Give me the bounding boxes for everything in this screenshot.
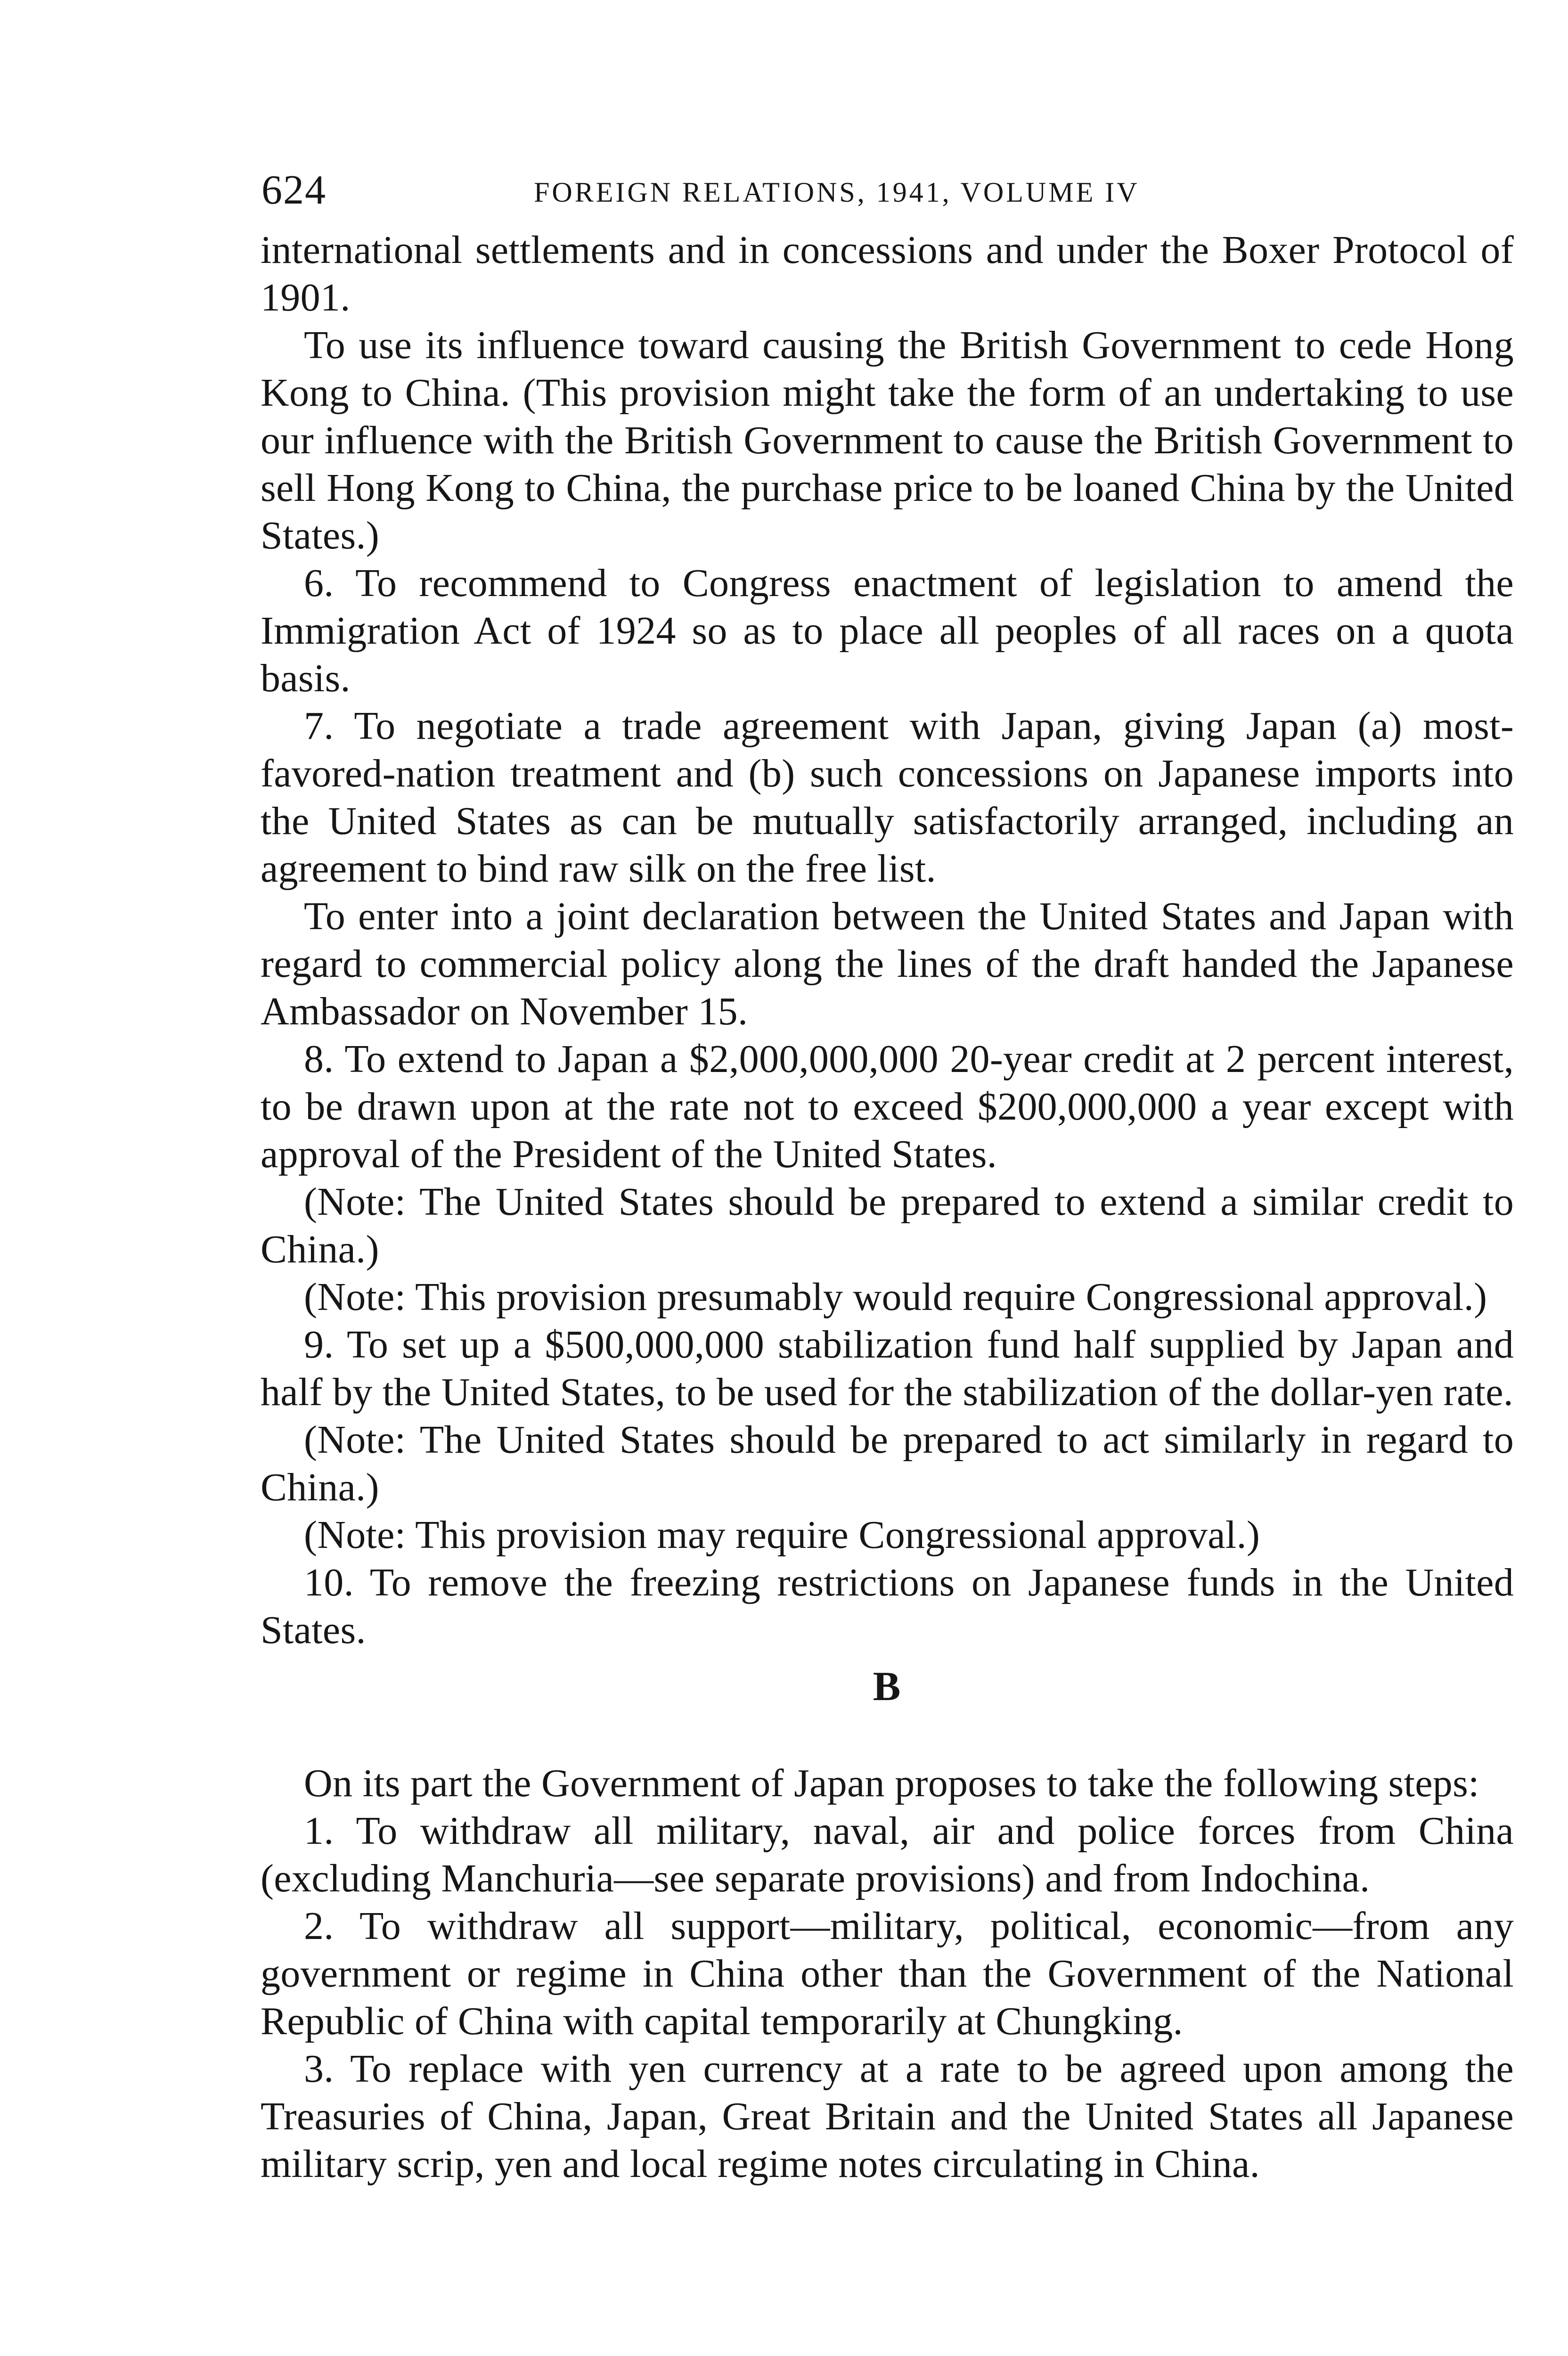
paragraph-item-9: 9. To set up a $500,000,000 stabilization fund half supplied by Japan and half by the United States, to be used for the stabilization of the dollar-yen rate. <box>261 1323 1514 1414</box>
paragraph-hong-kong: To use its influence toward causing the British Government to cede Hong Kong to China. (This provision might take the form of an undertaking to use our influence with the British Government to cause the British Government to sell Hong Kong to China, the purchase price to be loaned China by the United States.) <box>261 323 1514 557</box>
paragraph-note-congress-fund: (Note: This provision may require Congressional approval.) <box>304 1513 1260 1557</box>
section-heading-b: B <box>873 1664 902 1710</box>
paragraph-japan-item-2: 2. To withdraw all support—military, political, economic—from any government or regime in China other than the Government of the National Republic of China with capital temporarily at Chungking. <box>261 1904 1514 2043</box>
page-number: 624 <box>261 167 327 213</box>
paragraph-japan-item-3: 3. To replace with yen currency at a rate to be agreed upon among the Treasuries of China, Japan, Great Britain and the United States all Japanese military scrip, yen and local regime notes circulating in China. <box>261 2047 1514 2186</box>
paragraph-japan-steps-intro: On its part the Government of Japan proposes to take the following steps: <box>304 1761 1479 1805</box>
paragraph-japan-item-1: 1. To withdraw all military, naval, air and police forces from China (excluding Manchuria—see separate provisions) and from Indochina. <box>261 1809 1514 1900</box>
running-head <box>261 141 1514 213</box>
document-body <box>261 226 1514 2188</box>
paragraph-joint-declaration: To enter into a joint declaration between the United States and Japan with regard to commercial policy along the lines of the draft handed the Japanese Ambassador on November 15. <box>261 894 1514 1033</box>
running-title: FOREIGN RELATIONS, 1941, VOLUME IV <box>534 177 1140 208</box>
paragraph-item-6: 6. To recommend to Congress enactment of legislation to amend the Immigration Act of 1924 so as to place all peoples of all races on a quota basis. <box>261 561 1514 700</box>
paragraph-note-china-credit: (Note: The United States should be prepared to extend a similar credit to China.) <box>261 1180 1514 1271</box>
paragraph-note-congress-credit: (Note: This provision presumably would require Congressional approval.) <box>304 1275 1487 1319</box>
paragraph-boxer-protocol: international settlements and in concessions and under the Boxer Protocol of 1901. <box>261 228 1514 319</box>
paragraph-note-china-fund: (Note: The United States should be prepared to act similarly in regard to China.) <box>261 1418 1514 1509</box>
paragraph-item-7: 7. To negotiate a trade agreement with Japan, giving Japan (a) most-favored-nation treatment and (b) such concessions on Japanese imports into the United States as can be mutually satisfactorily arranged, including an agreement to bind raw silk on the free list. <box>261 704 1514 891</box>
paragraph-item-10: 10. To remove the freezing restrictions on Japanese funds in the United States. <box>261 1561 1514 1652</box>
document-page <box>261 141 1514 2188</box>
paragraph-item-8: 8. To extend to Japan a $2,000,000,000 20-year credit at 2 percent interest, to be drawn upon at the rate not to exceed $200,000,000 a year except with approval of the President of the United States. <box>261 1037 1514 1176</box>
